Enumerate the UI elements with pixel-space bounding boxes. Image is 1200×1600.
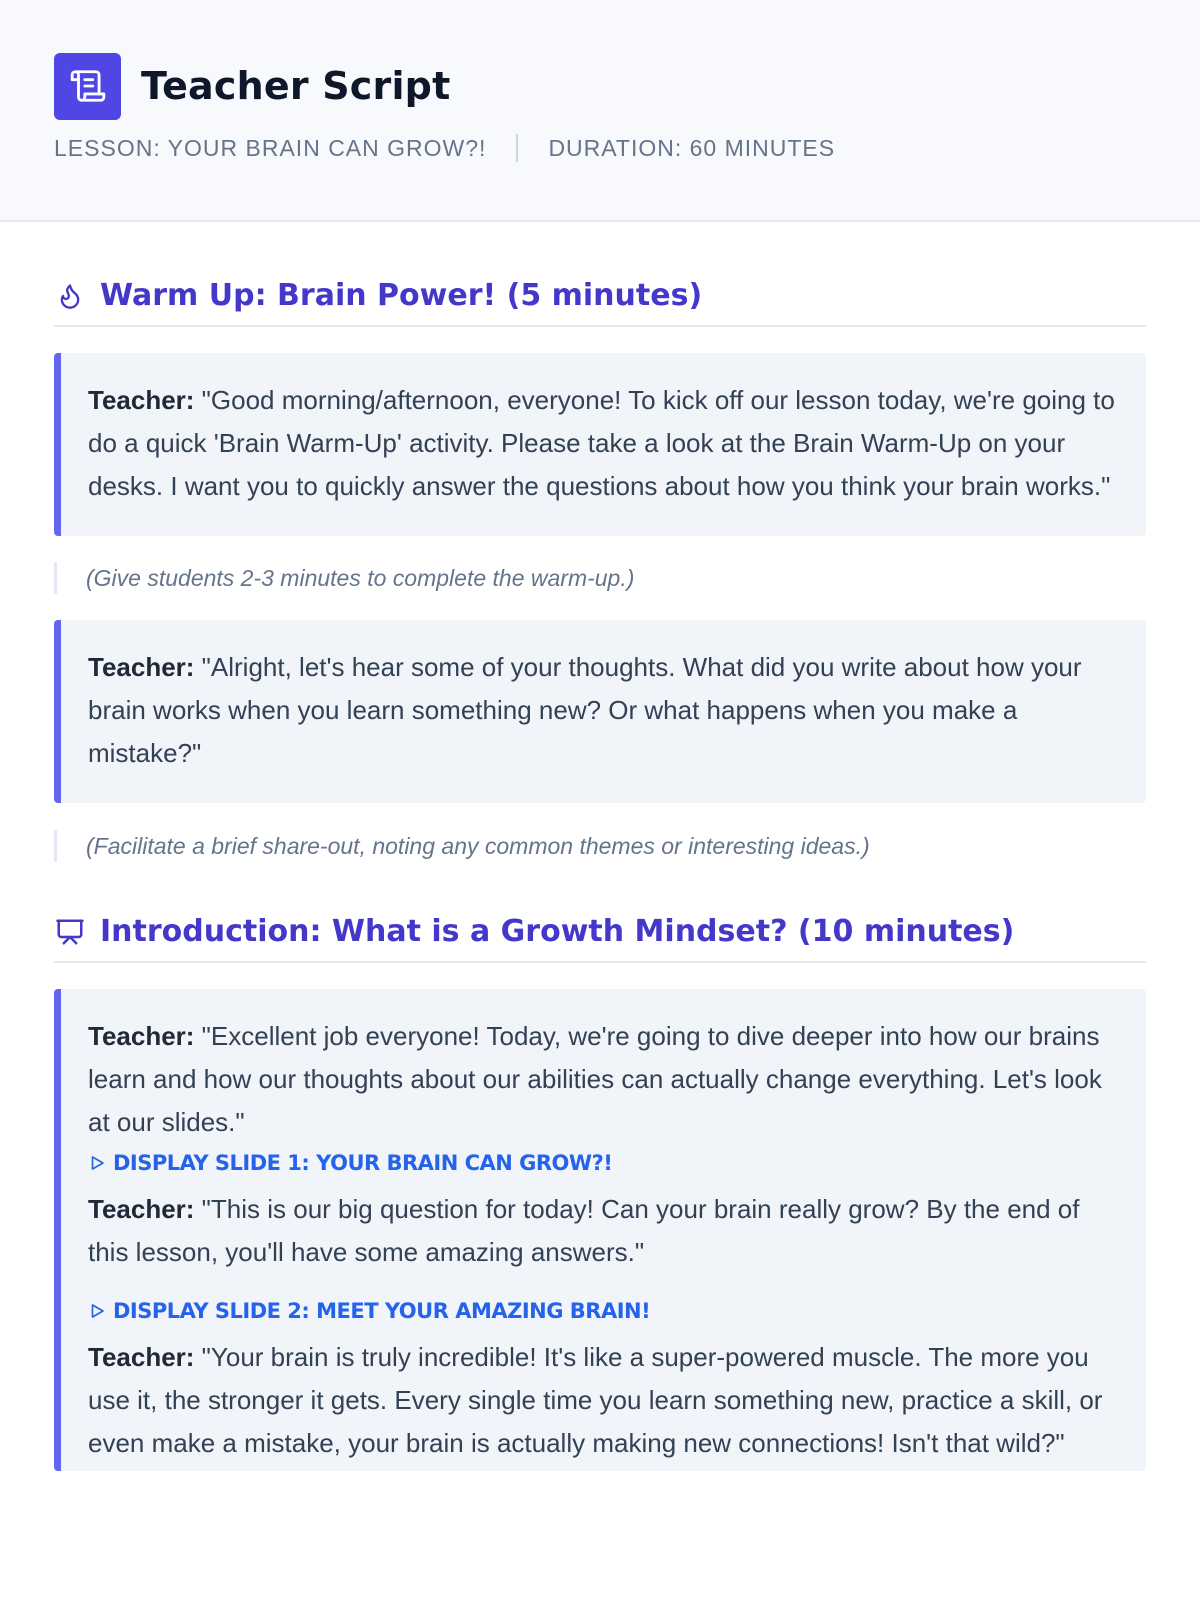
section-title: Introduction: What is a Growth Mindset? (10 minutes) [100,914,1015,949]
presentation-icon [54,916,86,948]
scroll-icon [54,53,121,120]
section-title: Warm Up: Brain Power! (5 minutes) [100,278,703,313]
lesson-duration: DURATION: 60 MINUTES [548,134,836,161]
script-text: "Your brain is truly incredible! It's like a super-powered muscle. The more you use it, the stronger it gets. Every single time you learn something new, practice a skill, or even make a mistake, your brain is actually making new connections! Isn't that wild?" [88,1342,1103,1458]
lesson-meta [54,134,1146,162]
page-header [0,0,1200,222]
flame-icon [54,280,86,312]
slide-cue [88,1294,1118,1328]
teacher-script-box [54,989,1146,1471]
meta-divider [516,134,518,162]
section-header-introduction [54,914,1146,963]
teacher-script-box [54,620,1146,803]
script-text: "Good morning/afternoon, everyone! To kick off our lesson today, we're going to do a quick 'Brain Warm-Up' activity. Please take a look at the Brain Warm-Up on your desks. I want you to quickly answer the questions about how you think your brain works." [88,385,1115,501]
speaker-label: Teacher: [88,652,195,682]
section-header-warm-up [54,278,1146,327]
slide-cue-label: DISPLAY SLIDE 2: MEET YOUR AMAZING BRAIN! [113,1298,651,1323]
play-icon [88,1154,106,1172]
script-content [0,278,1200,1471]
play-icon [88,1302,106,1320]
title-row [54,52,1146,120]
stage-direction: (Facilitate a brief share-out, noting any common themes or interesting ideas.) [54,830,1146,862]
script-line [88,1188,1118,1274]
script-text: "This is our big question for today! Can your brain really grow? By the end of this lesson, you'll have some amazing answers." [88,1194,1080,1267]
stage-direction: (Give students 2-3 minutes to complete the warm-up.) [54,562,1146,594]
speaker-label: Teacher: [88,1194,195,1224]
lesson-name: LESSON: YOUR BRAIN CAN GROW?! [54,134,487,161]
speaker-label: Teacher: [88,1021,195,1051]
slide-cue-label: DISPLAY SLIDE 1: YOUR BRAIN CAN GROW?! [113,1150,613,1175]
script-text: "Alright, let's hear some of your thoughts. What did you write about how your brain works when you learn something new? Or what happens when you make a mistake?" [88,652,1082,768]
speaker-label: Teacher: [88,1342,195,1372]
teacher-script-box [54,353,1146,536]
script-text: "Excellent job everyone! Today, we're going to dive deeper into how our brains learn and how our thoughts about our abilities can actually change everything. Let's look at our slides." [88,1021,1102,1137]
script-line [88,1336,1118,1465]
script-line [88,1015,1118,1144]
page-title: Teacher Script [141,64,451,108]
speaker-label: Teacher: [88,385,195,415]
slide-cue [88,1146,1118,1180]
